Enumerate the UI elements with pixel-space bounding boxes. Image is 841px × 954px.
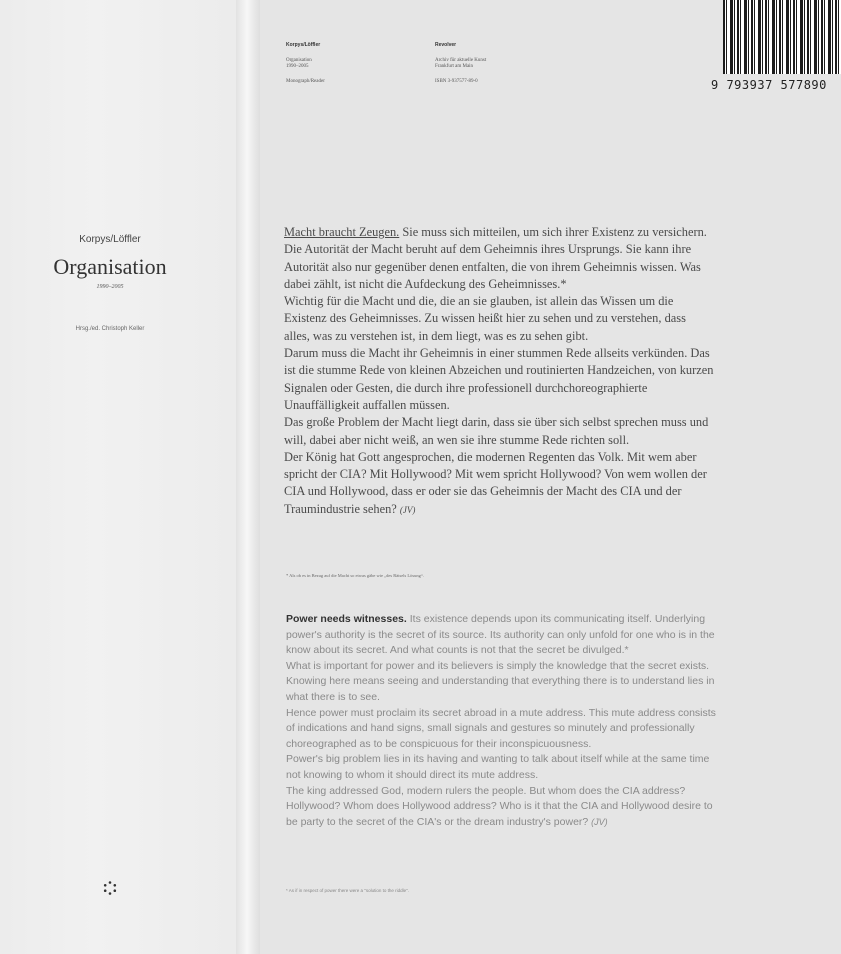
spine-title: Organisation bbox=[53, 254, 167, 279]
meta-authors: Korpys/Löffler bbox=[286, 42, 321, 48]
english-lead: Power needs witnesses. bbox=[286, 613, 407, 625]
meta-publisher-name: Revolver bbox=[435, 42, 457, 48]
german-paragraph-last bbox=[284, 449, 714, 519]
meta-publisher-block bbox=[435, 42, 486, 85]
meta-authors-block bbox=[286, 42, 325, 85]
german-p5: Der König hat Gott angesprochen, die modernen Regenten das Volk. Mit wem aber spricht der CIA? Mit Hollywood? Mit wem spricht Hollywood? Von wem wollen der CIA und Hollywood, dass er oder sie das Geheimnis der Macht des CIA und der Traumindustrie sehen? bbox=[284, 449, 707, 516]
barcode-digits: 9 793937 577890 bbox=[711, 78, 827, 92]
english-p5: The king addressed God, modern rulers the people. But whom does the CIA address? Hollywood? Whom does Hollywood address? Who is it that the CIA and Hollywood desire to be party to the secret of the CIA's or the dream industry's power? bbox=[286, 784, 713, 828]
german-footnote: * Als ob es in Bezug auf die Macht so etwas gäbe wie „des Rätsels Lösung“. bbox=[286, 573, 424, 578]
german-text bbox=[284, 224, 714, 519]
spine-editor: Hrsg./ed. Christoph Keller bbox=[75, 326, 145, 332]
meta-work-title: Organisation bbox=[286, 58, 312, 63]
revolver-dot-ring-icon bbox=[102, 880, 118, 896]
english-text bbox=[286, 612, 718, 830]
meta-publisher-line1: Archiv für aktuelle Kunst bbox=[435, 58, 487, 63]
german-signature: (JV) bbox=[399, 504, 416, 515]
german-p3: Darum muss die Macht ihr Geheimnis in einer stummen Rede allseits verkünden. Das ist die stumme Rede von kleinen Abzeichen und routinierten Handzeichen, von kurzen Signalen oder Gesten, die durch ihre professionell durchchoreographierte Unauffälligkeit auffallen müssen. bbox=[284, 346, 714, 412]
english-p1: Its existence depends upon its communicating itself. Underlying power's authority is the secret of its source. Its authority can only unfold for one who is in the know about its secret. And what counts is not that the secret be divulged.* bbox=[286, 613, 715, 657]
english-p2: What is important for power and its believers is simply the knowledge that the secret exists. Knowing here means seeing and understanding that everything there is to understand lies in what there is to see. bbox=[286, 659, 715, 703]
book-spine bbox=[0, 0, 236, 954]
barcode bbox=[723, 0, 841, 74]
meta-work-years: 1990–2005 bbox=[286, 64, 309, 69]
german-p2: Wichtig für die Macht und die, die an sie glauben, ist allein das Wissen um die Existenz des Geheimnisses. Zu wissen heißt hier zu sehen und zu verstehen, dass alles, was zu verstehen ist, in dem liegt, was es zu sehen gibt. bbox=[284, 294, 686, 343]
english-signature: (JV) bbox=[591, 816, 608, 827]
german-p4: Das große Problem der Macht liegt darin, dass sie über sich selbst sprechen muss und will, dabei aber nicht weiß, an wen sie ihre stumme Rede richten soll. bbox=[284, 415, 709, 447]
meta-isbn: ISBN 3-937577-89-0 bbox=[435, 79, 478, 84]
meta-type: Monograph/Reader bbox=[286, 79, 325, 84]
spine-years: 1990–2005 bbox=[96, 284, 124, 290]
meta-publisher-line2: Frankfurt am Main bbox=[435, 64, 474, 69]
english-footnote: * As if in respect of power there were a "solution to the riddle". bbox=[286, 888, 410, 893]
german-lead: Macht braucht Zeugen. bbox=[284, 225, 400, 239]
spine-author: Korpys/Löffler bbox=[79, 234, 141, 245]
english-p3: Hence power must proclaim its secret abroad in a mute address. This mute address consists of indications and hand signs, small signals and gestures so minutely and professionally choreographed as to be conspicuous for their inconspicuousness. bbox=[286, 706, 716, 750]
cover-hinge bbox=[236, 0, 260, 954]
english-paragraph bbox=[286, 612, 718, 659]
english-paragraph-last bbox=[286, 784, 718, 831]
german-paragraph bbox=[284, 224, 714, 293]
german-p1: Sie muss sich mitteilen, um sich ihrer Existenz zu versichern. Die Autorität der Macht beruht auf dem Geheimnis ihres Ursprungs. Sie kann ihre Autorität also nur gegenüber denen entfalten, die von ihrem Geheimnis wissen. Was dabei zählt, ist nicht die Aufdeckung des Geheimnisses.* bbox=[284, 225, 707, 291]
english-p4: Power's big problem lies in its having and wanting to talk about itself while at the same time not knowing to whom it should direct its mute address. bbox=[286, 753, 710, 781]
